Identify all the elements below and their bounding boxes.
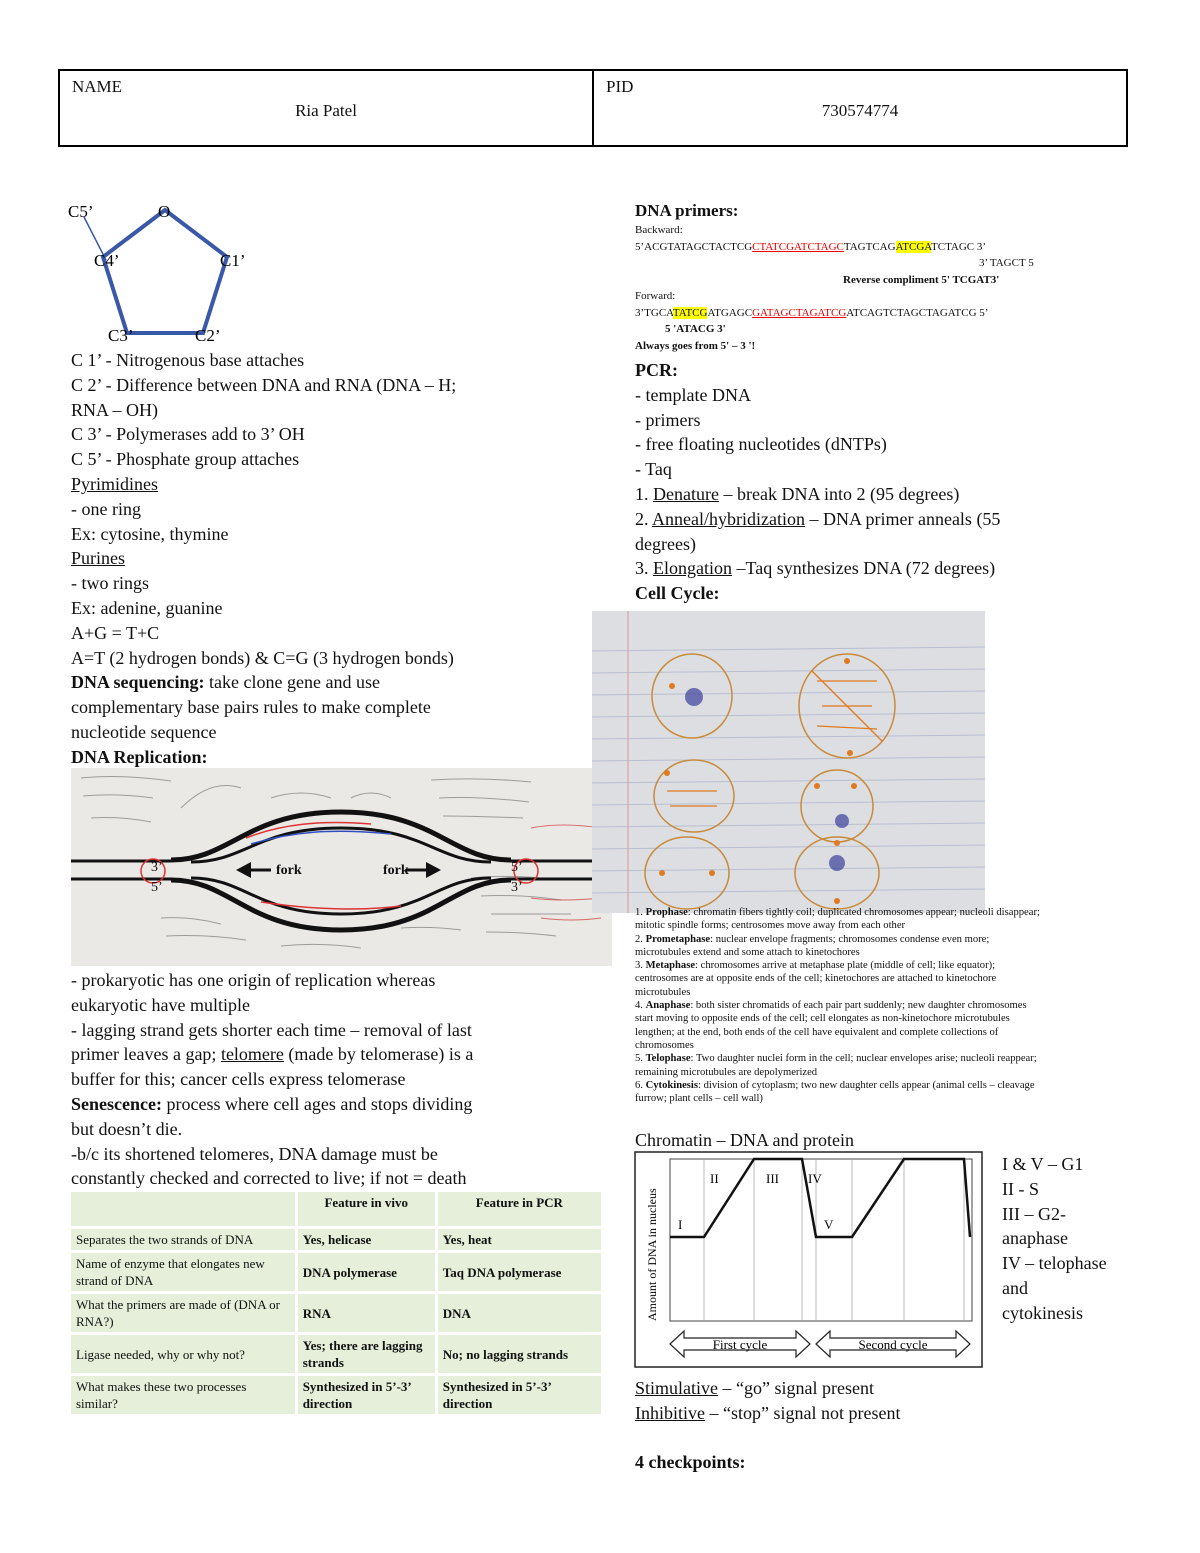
step-number: 3. [635, 558, 653, 579]
note-line: nucleotide sequence [71, 721, 217, 742]
primer-site: GATAGCTAGATCG [752, 306, 847, 319]
highlighted-primer: ATCGA [895, 240, 932, 253]
dna-sequencing-text: take clone gene and use [204, 672, 380, 693]
signals-section [635, 1376, 1155, 1426]
note-line: constantly checked and corrected to live; if not = death [71, 1168, 467, 1189]
sequence-part: TCTAGC 3’ [931, 240, 987, 253]
phase-number: 2. [635, 933, 646, 945]
table-cell: What the primers are made of (DNA or RNA?) [71, 1294, 295, 1332]
name-value: Ria Patel [295, 101, 357, 120]
pentagon-label: C3’ [108, 326, 134, 345]
dna-sequencing-line [71, 670, 611, 695]
primers-section [635, 200, 1155, 354]
legend-line: anaphase [1002, 1228, 1068, 1249]
phase-line: microtubules extend and some attach to kinetochores [635, 946, 860, 958]
primers-heading: DNA primers: [635, 201, 739, 220]
chart-legend [1002, 1152, 1172, 1326]
legend-line: II - S [1002, 1178, 1039, 1199]
note-line: A=T (2 hydrogen bonds) & C=G (3 hydrogen bonds) [71, 647, 454, 668]
signal-text: – “stop” signal not present [705, 1402, 901, 1423]
pcr-step-cont: degrees) [635, 533, 696, 554]
table-cell [71, 1192, 295, 1226]
dna-replication-heading: DNA Replication: [71, 746, 208, 767]
phase-number: 6. [635, 1079, 646, 1091]
pcr-step [635, 507, 1155, 532]
forward-sequence [635, 305, 1155, 322]
fork-label: fork [276, 863, 302, 878]
table-cell: Yes, helicase [298, 1229, 435, 1250]
note-line: - lagging strand gets shorter each time – removal of last [71, 1019, 472, 1040]
note-line: C 1’ - Nitrogenous base attaches [71, 350, 305, 370]
phase-text: : nuclear envelope fragments; chromosomes condense even more; [710, 933, 990, 945]
pentagon-label: C2’ [195, 326, 221, 345]
strand-end-label: 5’ [511, 860, 523, 875]
phase-term: Cytokinesis [645, 1079, 698, 1091]
table-row [71, 1229, 601, 1250]
note-line: C 3’ - Polymerases add to 3’ OH [71, 424, 305, 445]
phase-line: microtubules [635, 986, 691, 998]
table-row [71, 1253, 601, 1291]
table-cell: RNA [298, 1294, 435, 1332]
backward-label: Backward: [635, 224, 683, 236]
cell-cycle-photo [592, 611, 985, 913]
legend-line: and [1002, 1277, 1028, 1298]
note-line: C 2’ - Difference between DNA and RNA (DNA – H; [71, 374, 457, 395]
telomere-term: telomere [220, 1044, 284, 1065]
legend-line: IV – telophase [1002, 1253, 1107, 1274]
phase-text: : Two daughter nuclei form in the cell; nuclear envelopes arise; nucleoli reappear; [690, 1053, 1037, 1065]
replication-notes [71, 968, 611, 1191]
phase-text: : chromatin fibers tightly coil; duplicated chromosomes appear; nucleoli disappear; [687, 907, 1040, 918]
phase-number: 5. [635, 1053, 646, 1065]
backward-sequence [635, 239, 1155, 256]
dna-content-chart [634, 1151, 984, 1368]
phase-line [635, 959, 1155, 972]
table-cell: Yes, heat [438, 1229, 601, 1250]
mitosis-phases [635, 906, 1155, 1105]
note-line: but doesn’t die. [71, 1118, 183, 1139]
sequence-part: ATGAGC [707, 306, 753, 319]
cell-cycle-heading: Cell Cycle: [635, 583, 720, 604]
strand-end-label: 5’ [151, 880, 163, 895]
region-label: IV [808, 1171, 822, 1186]
note-text: primer leaves a gap; [71, 1044, 221, 1065]
mitosis-sketch [592, 611, 985, 913]
ribose-pentagon-diagram [60, 195, 280, 345]
table-cell: Synthesized in 5’-3’ direction [438, 1376, 601, 1414]
note-text: (made by telomerase) is a [283, 1044, 474, 1065]
dna-replication-photo [71, 768, 612, 966]
table-cell: Yes; there are lagging strands [298, 1335, 435, 1373]
table-header: Feature in PCR [438, 1192, 601, 1226]
note-line: - prokaryotic has one origin of replication whereas [71, 970, 436, 990]
phase-line [635, 999, 1155, 1012]
senescence-line [71, 1092, 611, 1117]
step-text: –Taq synthesizes DNA (72 degrees) [732, 558, 996, 579]
phase-number: 4. [635, 1000, 646, 1012]
telomere-line [71, 1042, 611, 1067]
table-header-row [71, 1192, 601, 1226]
table-header: Feature in vivo [298, 1192, 435, 1226]
sequence-part: ATCAGTCTAGCTAGATCG 5’ [846, 306, 989, 319]
note-line: -b/c its shortened telomeres, DNA damage must be [71, 1143, 438, 1164]
pcr-step [635, 556, 1155, 581]
pentagon-ring [103, 210, 227, 333]
phase-line: centrosomes are at opposite ends of the cell; kinetochores are attached to kinetochore [635, 973, 997, 985]
sequence-part: 5’ACGTATAGCTACTCG [635, 240, 753, 253]
x-axis-label: Second cycle [858, 1337, 928, 1352]
sequence-part: 3’TGCA [635, 306, 673, 319]
name-cell [60, 71, 592, 145]
y-axis-label: Amount of DNA in nucleus [645, 1188, 659, 1321]
pentagon-label: C4’ [94, 251, 120, 270]
pcr-heading: PCR: [635, 360, 678, 380]
phase-line [635, 1052, 1155, 1065]
note-line: buffer for this; cancer cells express telomerase [71, 1069, 406, 1090]
pcr-item: - Taq [635, 459, 672, 480]
step-number: 1. [635, 483, 653, 504]
phase-line [635, 1079, 1155, 1092]
phase-line: lengthen; at the end, both ends of the cell have equivalent and complete collections of [635, 1026, 999, 1038]
senescence-heading: Senescence: [71, 1093, 162, 1114]
phase-term: Prophase [645, 907, 688, 918]
legend-line: cytokinesis [1002, 1302, 1083, 1323]
senescence-text: process where cell ages and stops dividing [161, 1093, 473, 1114]
pcr-step [635, 482, 1155, 507]
phase-term: Telophase [645, 1053, 691, 1065]
table-cell: Taq DNA polymerase [438, 1253, 601, 1291]
table-cell: Ligase needed, why or why not? [71, 1335, 295, 1373]
signal-text: – “go” signal present [718, 1378, 874, 1398]
table-cell: Synthesized in 5’-3’ direction [298, 1376, 435, 1414]
pyrimidines-heading: Pyrimidines [71, 473, 159, 494]
step-number: 2. [635, 508, 653, 529]
pentagon-label: O [158, 202, 171, 221]
header-table [58, 69, 1128, 147]
phase-text: : division of cytoplasm; two new daughter cells appear (animal cells – cleavage [697, 1079, 1035, 1091]
table-row [71, 1376, 601, 1414]
signal-term: Inhibitive [635, 1402, 705, 1423]
phase-term: Anaphase [645, 1000, 691, 1012]
region-label: I [678, 1217, 683, 1232]
chromatin-line: Chromatin – DNA and protein [635, 1130, 854, 1150]
note-line: - two rings [71, 573, 149, 594]
sequence-part: TAGTCAG [843, 240, 896, 253]
table-cell: What makes these two processes similar? [71, 1376, 295, 1414]
note-line: Ex: adenine, guanine [71, 597, 223, 618]
step-term: Anneal/hybridization [652, 508, 805, 529]
table-cell: Name of enzyme that elongates new strand of DNA [71, 1253, 295, 1291]
phase-number: 3. [635, 960, 646, 972]
x-axis-label: First cycle [712, 1337, 768, 1352]
region-label: III [766, 1171, 779, 1186]
region-label: II [710, 1171, 719, 1186]
phase-line [635, 906, 1155, 919]
fork-label: fork [383, 863, 409, 878]
table-cell: Separates the two strands of DNA [71, 1229, 295, 1250]
checkpoints-heading: 4 checkpoints: [635, 1452, 746, 1472]
step-text: – break DNA into 2 (95 degrees) [718, 483, 960, 504]
backward-complement: 3’ TAGCT 5 [979, 257, 1034, 269]
pcr-item: - free floating nucleotides (dNTPs) [635, 434, 887, 455]
note-line: Ex: cytosine, thymine [71, 523, 229, 544]
reverse-complement: Reverse compliment 5' TCGAT3' [843, 273, 1000, 286]
phase-line: start moving to opposite ends of the cell; cell elongates as non-kinetochore microtubules [635, 1013, 1010, 1025]
strand-end-label: 3’ [511, 880, 523, 895]
note-line: RNA – OH) [71, 399, 159, 420]
note-line: complementary base pairs rules to make complete [71, 697, 431, 718]
step-term: Denature [653, 483, 719, 504]
note-line: - one ring [71, 498, 141, 519]
signal-term: Stimulative [635, 1378, 718, 1398]
legend-line: I & V – G1 [1002, 1154, 1084, 1174]
pid-label: PID [606, 77, 634, 96]
dna-sequencing-heading: DNA sequencing: [71, 672, 205, 693]
phase-line [635, 933, 1155, 946]
forward-label: Forward: [635, 290, 676, 302]
legend-line: III – G2- [1002, 1203, 1066, 1224]
phase-line: furrow; plant cells – cell wall) [635, 1093, 763, 1105]
phase-line: mitotic spindle forms; centrosomes move away from each other [635, 920, 906, 932]
table-row [71, 1335, 601, 1373]
pid-cell [592, 71, 1126, 145]
pcr-item: - template DNA [635, 384, 751, 405]
purines-heading: Purines [71, 548, 125, 569]
region-label: V [824, 1217, 834, 1232]
signal-line [635, 1401, 1155, 1426]
strand-end-label: 3’ [151, 860, 163, 875]
note-line: eukaryotic have multiple [71, 994, 250, 1015]
phase-number: 1. [635, 907, 646, 918]
primer-note: Always goes from 5' – 3 '! [635, 339, 756, 352]
step-term: Elongation [653, 558, 732, 579]
pcr-section [635, 358, 1155, 606]
table-row [71, 1294, 601, 1332]
pcr-item: - primers [635, 409, 701, 430]
table-cell: No; no lagging strands [438, 1335, 601, 1373]
phase-line: chromosomes [635, 1039, 694, 1051]
name-label: NAME [72, 77, 123, 96]
table-cell: DNA polymerase [298, 1253, 435, 1291]
phase-term: Prometaphase [645, 933, 711, 945]
phase-text: : both sister chromatids of each pair part suddenly; new daughter chromosomes [690, 1000, 1027, 1012]
note-line: A+G = T+C [71, 622, 160, 643]
step-text: – DNA primer anneals (55 [804, 508, 1001, 529]
phase-text: : chromosomes arrive at metaphase plate (middle of cell; like equator); [695, 960, 996, 972]
pentagon-label: C1’ [220, 251, 246, 270]
highlighted-primer: TATCG [672, 306, 708, 319]
pid-value: 730574774 [821, 101, 899, 120]
phase-term: Metaphase [645, 960, 696, 972]
phase-line: remaining microtubules are depolymerized [635, 1066, 818, 1078]
primer-site: CTATCGATCTAGC [752, 240, 844, 253]
table-cell: DNA [438, 1294, 601, 1332]
feature-comparison-table [68, 1189, 604, 1417]
forward-complement: 5 'ATACG 3' [665, 323, 726, 335]
signal-line [635, 1376, 1155, 1401]
note-line: C 5’ - Phosphate group attaches [71, 449, 300, 470]
pentagon-label: C5’ [68, 202, 94, 221]
left-notes [71, 348, 611, 770]
